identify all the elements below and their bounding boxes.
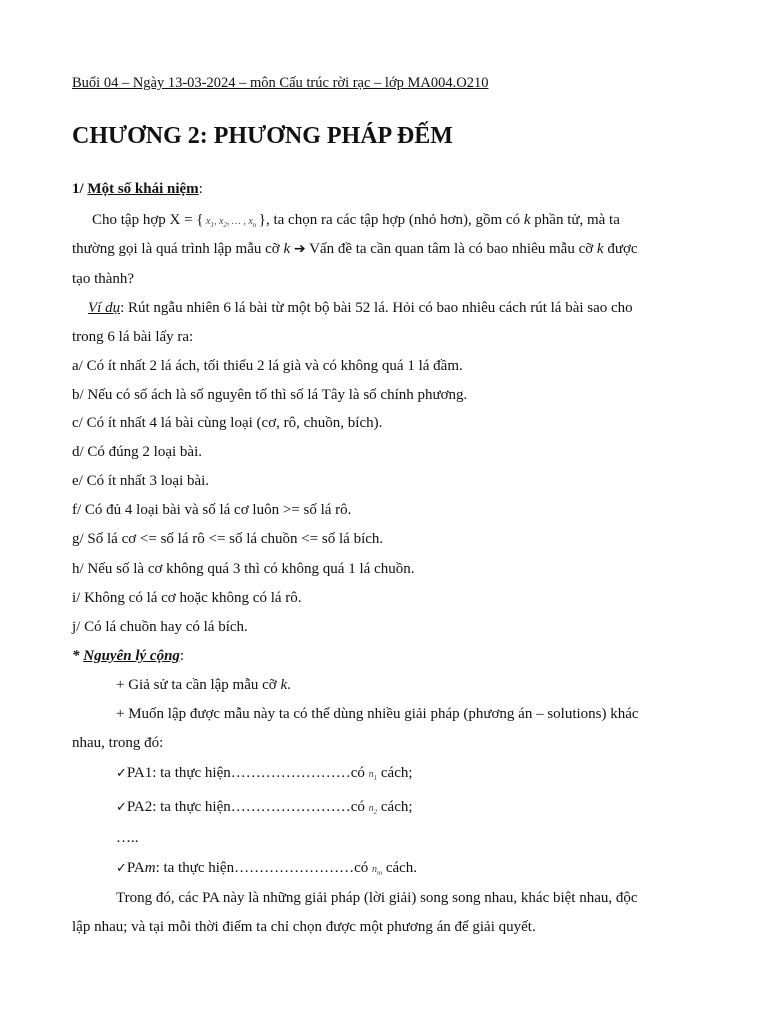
list-item-c: c/ Có ít nhất 4 lá bài cùng loại (cơ, rô, chuồn, bích). [72,415,383,431]
pa1-n: $n_1$ [368,769,378,782]
intro-text-c: phần tử, mà ta [530,212,620,228]
pa-ellipsis: ….. [116,830,139,846]
pa2-text: PA2: ta thực hiện……………………có [126,799,369,815]
conclusion-line-1: Trong đó, các PA này là những giải pháp (lời giải) song song nhau, khác biệt nhau, độc [116,890,638,906]
list-item-f: f/ Có đủ 4 loại bài và số lá cơ luôn >= số lá rô. [72,502,352,518]
pa2-line [116,798,413,821]
pam-label: PA [126,860,145,876]
pam-n: $n_m$ [372,864,383,877]
section-number: 1/ [72,181,88,197]
intro-line-2 [72,240,638,258]
example-label: Ví dụ [88,300,121,316]
p1-text: + Giả sử ta cần lập mẫu cỡ [116,677,281,693]
list-item-h: h/ Nếu số là cơ không quá 3 thì có không quá 1 lá chuồn. [72,561,415,577]
conclusion-line-2: lập nhau; và tại mỗi thời điểm ta chỉ chọn được một phương án để giải quyết. [72,919,536,935]
list-item-b: b/ Nếu có số ách là số nguyên tố thì số lá Tây là số chính phương. [72,387,468,403]
principle-point-2-line-2: nhau, trong đó: [72,735,164,751]
list-item-d: d/ Có đúng 2 loại bài. [72,444,202,460]
pa1-text: PA1: ta thực hiện……………………có [126,765,369,781]
pam-end: cách. [382,860,418,876]
principle-title: Nguyên lý cộng [83,648,180,664]
list-item-g: g/ Số lá cơ <= số lá rô <= số lá chuồn <= số lá bích. [72,531,384,547]
intro-text-b: }, ta chọn ra các tập hợp (nhỏ hơn), gồm có [258,212,524,228]
list-item-e: e/ Có ít nhất 3 loại bài. [72,473,210,489]
intro-text-a: Cho tập hợp X = { [92,212,204,228]
checkmark-icon: ✓ [116,861,127,876]
intro-line-3: tạo thành? [72,271,135,287]
checkmark-icon: ✓ [116,800,127,815]
pa2-n: $n_2$ [368,803,378,816]
intro-l2-text-c: được [603,241,638,257]
section-title: Một số khái niệm [87,181,199,197]
list-item-j: j/ Có lá chuồn hay có lá bích. [72,619,248,635]
pa1-end: cách; [377,765,413,781]
intro-k: k [523,212,531,228]
principle-point-1 [116,676,291,694]
pam-text: : ta thực hiện……………………có [155,860,372,876]
example-line-1 [88,299,633,317]
chapter-title: CHƯƠNG 2: PHƯƠNG PHÁP ĐẾM [72,123,453,149]
example-line-2: trong 6 lá bài lấy ra: [72,329,194,345]
intro-l2-text-a: thường gọi là quá trình lập mẫu cỡ [72,241,284,257]
example-text: : Rút ngẫu nhiên 6 lá bài từ một bộ bài 52 lá. Hỏi có bao nhiêu cách rút lá bài sao cho [120,300,633,316]
pa2-end: cách; [377,799,413,815]
section-colon: : [198,181,203,197]
principle-heading [72,647,184,665]
intro-l2-k2: k [596,241,604,257]
set-element-x1: $x_1$, $x_2$, … , $x_n$ [206,216,257,229]
pam-line [116,859,417,882]
principle-star: * [72,648,84,664]
section-heading [72,180,203,198]
intro-l2-k: k [283,241,291,257]
arrow-icon: ➔ [293,241,306,257]
intro-l2-text-b: Vấn đề ta cần quan tâm là có bao nhiêu mẫu cỡ [305,241,597,257]
intro-line-1 [92,211,620,234]
document-header: Buổi 04 – Ngày 13-03-2024 – môn Cấu trúc rời rạc – lớp MA004.O210 [72,75,489,91]
principle-point-2-line-1: + Muốn lập được mẫu này ta có thể dùng nhiều giải pháp (phương án – solutions) khác [116,706,639,722]
list-item-i: i/ Không có lá cơ hoặc không có lá rô. [72,590,302,606]
pa1-line [116,764,413,787]
principle-colon: : [179,648,185,664]
p1-end: . [287,677,291,693]
checkmark-icon: ✓ [116,766,127,781]
pam-m: m [144,860,156,876]
list-item-a: a/ Có ít nhất 2 lá ách, tối thiểu 2 lá già và có không quá 1 lá đầm. [72,358,463,374]
p1-k: k [280,677,288,693]
